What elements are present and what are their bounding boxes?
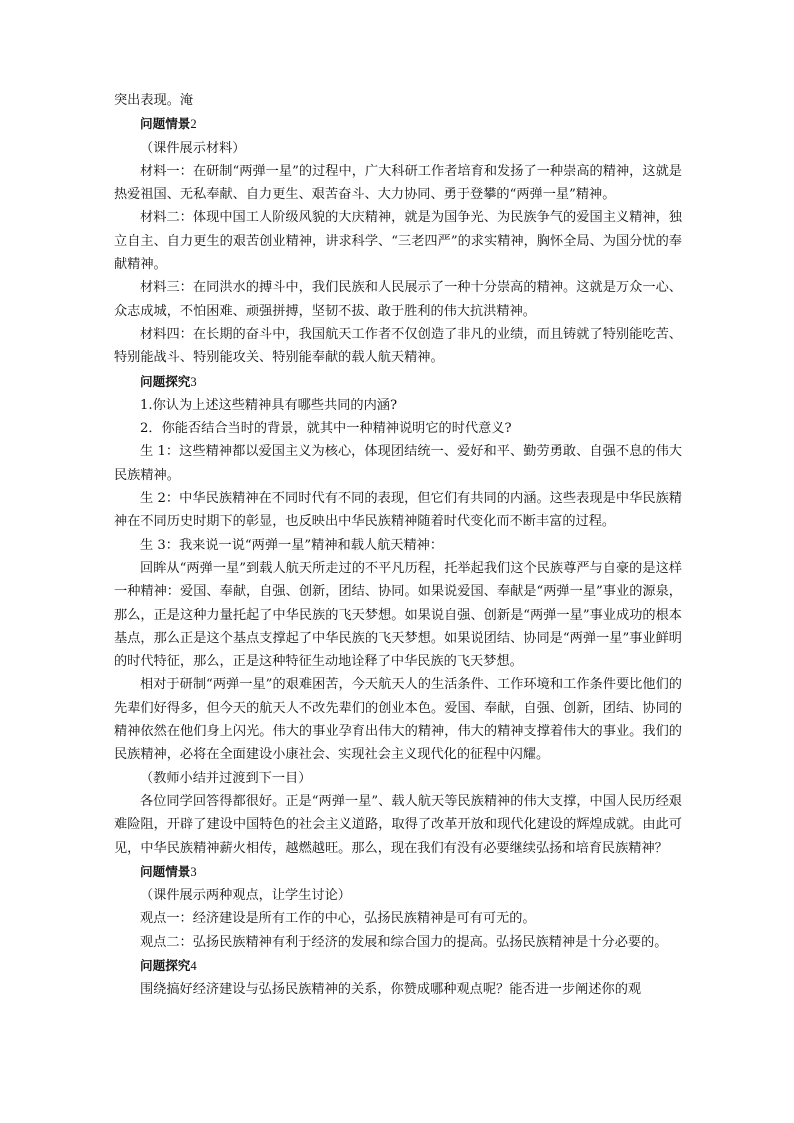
section-heading	[114, 370, 682, 394]
section-heading	[114, 954, 682, 978]
section-heading	[114, 860, 682, 884]
paragraph: 生 2：中华民族精神在不同时代有不同的表现，但它们有共同的内涵。这些表现是中华民族精神在不同历史时期下的彰显，也反映出中华民族精神随着时代变化而不断丰富的过程。	[114, 491, 682, 530]
paragraph: 观点二：弘扬民族精神有利于经济的发展和综合国力的提高。弘扬民族精神是十分必要的。	[140, 934, 668, 950]
section-heading-number: 4	[190, 958, 197, 973]
paragraph: 2．你能否结合当时的背景，就其中一种精神说明它的时代意义?	[140, 421, 512, 437]
paragraph: 观点一：经济建设是所有工作的中心，弘扬民族精神是可有可无的。	[140, 911, 536, 927]
section-heading-label: 问题情景	[140, 116, 191, 132]
paragraph: 材料二：体现中国工人阶级风貌的大庆精神，就是为国争光、为民族争气的爱国主义精神，独立自主、自力更生的艰苦创业精神，讲求科学、“三老四严”的求实精神，胸怀全局、为国分忧的奉献精神。	[114, 210, 682, 273]
paragraph: 材料一：在研制“两弹一星”的过程中，广大科研工作者培育和发扬了一种崇高的精神，这就是热爱祖国、无私奉献、自力更生、艰苦奋斗、大力协同、勇于登攀的“两弹一星”精神。	[114, 163, 682, 203]
paragraph: 回眸从“两弹一星”到载人航天所走过的不平凡历程，托举起我们这个民族尊严与自豪的是这样一种精神：爱国、奉献，自强、创新，团结、协同。如果说爱国、奉献是“两弹一星”事业的源泉，那么，正是这种力量托起了中华民族的飞天梦想。如果说自强、创新是“两弹一星”事业成功的根本基点，那么正是这个基点支撑起了中华民族的飞天梦想。如果说团结、协同是“两弹一星”事业鲜明的时代特征，那么，正是这种特征生动地诠释了中华民族的飞天梦想。	[114, 560, 682, 670]
paragraph: 生 1：这些精神都以爱国主义为核心，体现团结统一、爱好和平、勤劳勇敢、自强不息的伟大民族精神。	[114, 444, 682, 483]
paragraph: 材料四：在长期的奋斗中，我国航天工作者不仅创造了非凡的业绩，而且铸就了特别能吃苦、特别能战斗、特别能攻关、特别能奉献的载人航天精神。	[114, 326, 682, 366]
section-heading-number: 3	[190, 374, 197, 389]
paragraph: 突出表现。淹	[114, 93, 194, 108]
paragraph: 各位同学回答得都很好。正是“两弹一星”、载人航天等民族精神的伟大支撑，中国人民历经艰难险阻，开辟了建设中国特色的社会主义道路，取得了改革开放和现代化建设的辉煌成就。由此可见，中华民族精神薪火相传，越燃越旺。那么，现在我们有没有必要继续弘扬和培育民族精神？	[114, 793, 682, 856]
section-heading-label: 问题情景	[140, 863, 191, 879]
section-heading-label: 问题探究	[140, 373, 191, 389]
paragraph: 围绕搞好经济建设与弘扬民族精神的关系，你赞成哪种观点呢？能否进一步阐述你的观	[140, 982, 642, 998]
paragraph: 1.你认为上述这些精神具有哪些共同的内涵?	[140, 397, 398, 413]
section-heading-label: 问题探究	[140, 957, 191, 973]
section-heading-number: 2	[190, 117, 197, 132]
paragraph: 相对于研制“两弹一星”的艰难困苦，今天航天人的生活条件、工作环境和工作条件要比他们的先辈们好得多，但今天的航天人不改先辈们的创业本色。爱国、奉献，自强、创新，团结、协同的精神依然在他们身上闪光。伟大的事业孕育出伟大的精神，伟大的精神支撑着伟大的事业。我们的民族精神，必将在全面建设小康社会、实现社会主义现代化的征程中闪耀。	[114, 677, 682, 763]
paragraph: 生 3：我来说一说“两弹一星”精神和载人航天精神：	[140, 537, 444, 553]
paragraph: 材料三：在同洪水的搏斗中，我们民族和人民展示了一种十分崇高的精神。这就是万众一心、众志成城，不怕困难、顽强拼搏，坚韧不拔、敢于胜利的伟大抗洪精神。	[114, 280, 682, 319]
paragraph: （课件展示两种观点，让学生讨论）	[140, 888, 351, 904]
document-body	[114, 89, 682, 1002]
section-heading-number: 3	[190, 864, 197, 879]
section-heading	[114, 112, 682, 136]
paragraph: （课件展示材料）	[140, 140, 246, 156]
paragraph: （教师小结并过渡到下一目）	[140, 770, 312, 786]
